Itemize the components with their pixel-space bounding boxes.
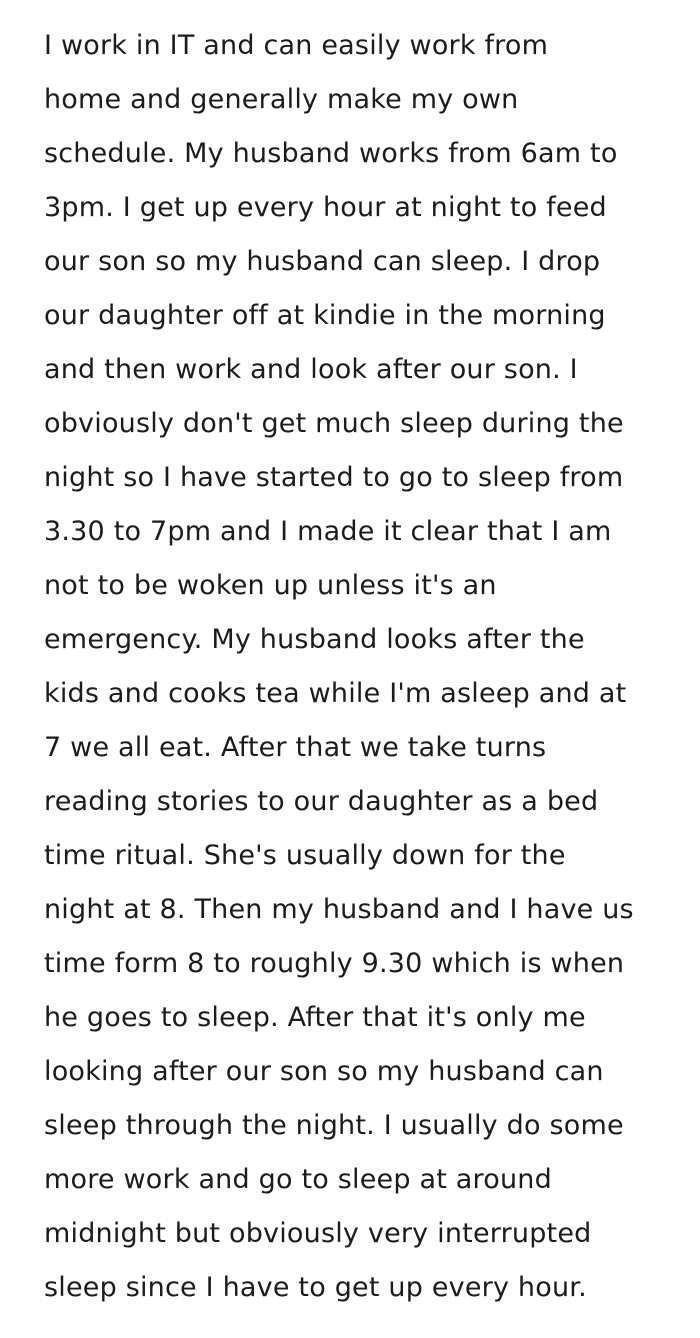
paragraph-line: schedule. My husband works from 6am to bbox=[44, 138, 618, 169]
paragraph-line: and then work and look after our son. I bbox=[44, 354, 578, 385]
paragraph-line: sleep since I have to get up every hour. bbox=[44, 1272, 587, 1303]
paragraph-line: time form 8 to roughly 9.30 which is when bbox=[44, 948, 625, 979]
paragraph-line: our son so my husband can sleep. I drop bbox=[44, 246, 601, 277]
paragraph-line: emergency. My husband looks after the bbox=[44, 624, 585, 655]
paragraph-line: night so I have started to go to sleep from bbox=[44, 462, 624, 493]
paragraph-line: 3pm. I get up every hour at night to feed bbox=[44, 192, 607, 223]
paragraph-line: looking after our son so my husband can bbox=[44, 1056, 604, 1087]
paragraph-line: midnight but obviously very interrupted bbox=[44, 1218, 592, 1249]
paragraph-line: home and generally make my own bbox=[44, 84, 519, 115]
story-paragraph bbox=[44, 19, 694, 1315]
paragraph-line: 3.30 to 7pm and I made it clear that I am bbox=[44, 516, 612, 547]
paragraph-line: sleep through the night. I usually do some bbox=[44, 1110, 624, 1141]
paragraph-line: kids and cooks tea while I'm asleep and at bbox=[44, 678, 627, 709]
paragraph-line: night at 8. Then my husband and I have us bbox=[44, 894, 634, 925]
paragraph-line: 7 we all eat. After that we take turns bbox=[44, 732, 547, 763]
paragraph-line: time ritual. She's usually down for the bbox=[44, 840, 566, 871]
paragraph-line: our daughter off at kindie in the morning bbox=[44, 300, 606, 331]
paragraph-line: he goes to sleep. After that it's only me bbox=[44, 1002, 586, 1033]
paragraph-line: not to be woken up unless it's an bbox=[44, 570, 497, 601]
paragraph-line: reading stories to our daughter as a bed bbox=[44, 786, 599, 817]
paragraph-line: I work in IT and can easily work from bbox=[44, 30, 549, 61]
paragraph-line: obviously don't get much sleep during the bbox=[44, 408, 624, 439]
paragraph-line: more work and go to sleep at around bbox=[44, 1164, 552, 1195]
